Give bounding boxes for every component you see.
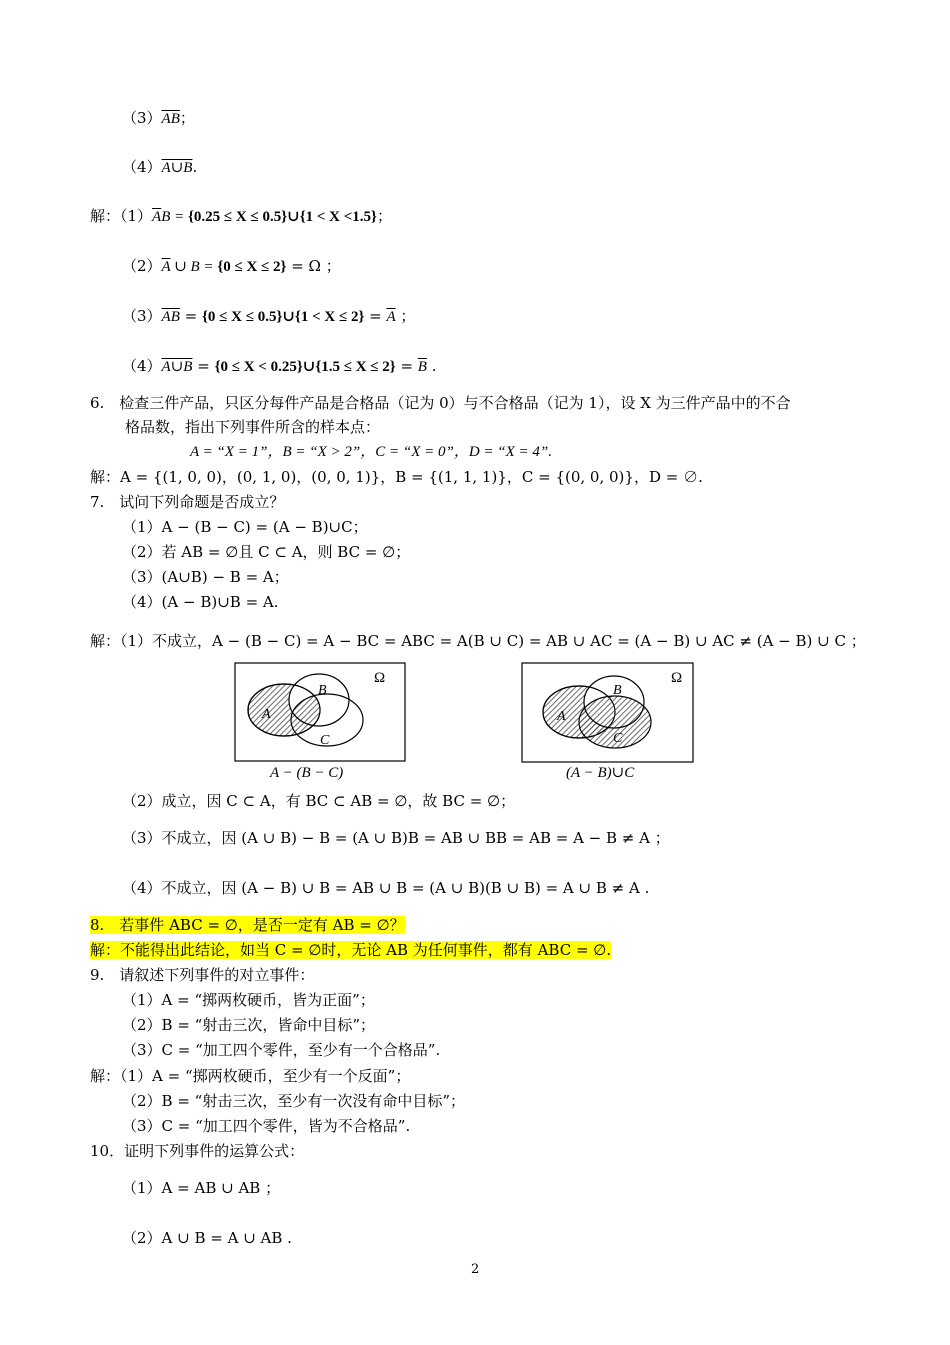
answer-8: 解：不能得出此结论，如当 C = ∅时，无论 AB 为任何事件，都有 ABC = ∅. bbox=[90, 941, 612, 959]
answer-9-item-3: （3）C = “加工四个零件，皆为不合格品”. bbox=[122, 1117, 411, 1135]
label-b: B bbox=[318, 683, 327, 698]
question-6-line1: 6. 检查三件产品，只区分每件产品是合格品（记为 0）与不合格品（记为 1），设 X 为三件产品中的不合 bbox=[90, 394, 791, 412]
question-10-item-2: （2）A ∪ B = A ∪ AB . bbox=[122, 1229, 292, 1247]
item-4-expression: （4）A∪B. bbox=[122, 158, 198, 176]
question-9: 9. 请叙述下列事件的对立事件： bbox=[90, 966, 315, 984]
question-7-item-1: （1）A − (B − C) = (A − B)∪C； bbox=[122, 518, 368, 536]
solution-1: 解：$(1)\overline{A}B = \{0.25 \le X$ ≤ 0.5}∪{1 < X <1.5}； bbox=[90, 207, 392, 225]
answer-7-item-2: （2）成立，因 C ⊂ A，有 BC ⊂ AB = ∅，故 BC = ∅； bbox=[122, 792, 516, 810]
left-figure-caption: A − (B − C) bbox=[270, 765, 344, 781]
question-9-item-1: （1）A = “掷两枚硬币，皆为正面”； bbox=[122, 991, 375, 1009]
answer-7-item-1: 解：（1）不成立，A − (B − C) = A − BC = ABC = A(B ∪ C) = AB ∪ AC = (A − B) ∪ AC ≠ (A − B) ∪ C ； bbox=[90, 632, 866, 650]
question-7-item-4: （4）(A − B)∪B = A. bbox=[122, 593, 279, 611]
question-9-item-3: （3）C = “加工四个零件，至少有一个合格品”. bbox=[122, 1041, 441, 1059]
omega-label: Ω bbox=[374, 670, 386, 686]
question-6-events: A = “X = 1”，B = “X > 2”，C = “X = 0”，D = “X = 4”. bbox=[190, 444, 553, 460]
venn-diagram-right bbox=[521, 662, 695, 764]
answer-7-item-3: （3）不成立，因 (A ∪ B) − B = (A ∪ B)B = AB ∪ BB = AB = A − B ≠ A ； bbox=[122, 829, 670, 847]
question-9-item-2: （2）B = “射击三次，皆命中目标”； bbox=[122, 1016, 376, 1034]
label-a: A bbox=[262, 707, 271, 722]
label-c: C bbox=[320, 733, 330, 748]
svg-text:C: C bbox=[613, 731, 623, 746]
answer-6: 解：A = {(1, 0, 0)，(0, 1, 0)，(0, 0, 1)}，B = {(1, 1, 1)}，C = {(0, 0, 0)}，D = ∅. bbox=[90, 468, 703, 486]
item-3-expression: $(3)\overline{AB}$； bbox=[122, 109, 195, 127]
question-10: 10．证明下列事件的运算公式： bbox=[90, 1142, 305, 1160]
solution-4: （4）A∪B = {0 ≤ X < 0.25}∪{1.5 ≤ $X \le 2\} = \overline{B}$ . bbox=[122, 357, 437, 375]
svg-text:B: B bbox=[613, 683, 622, 698]
question-6-line2: 格品数，指出下列事件所含的样本点： bbox=[125, 418, 381, 436]
answer-7-item-4: （4）不成立，因 (A − B) ∪ B = AB ∪ B = (A ∪ B)(B ∪ B) = A ∪ B ≠ A . bbox=[122, 879, 650, 897]
answer-9-item-2: （2）B = “射击三次，至少有一次没有命中目标”； bbox=[122, 1092, 466, 1110]
question-7: 7. 试问下列命题是否成立？ bbox=[90, 493, 285, 511]
right-figure-caption: (A − B)∪C bbox=[566, 765, 635, 781]
answer-9-item-1: 解：（1）A = “掷两枚硬币，至少有一个反面”； bbox=[90, 1067, 411, 1085]
venn-diagram-left bbox=[234, 662, 406, 762]
question-10-item-1: （1）A = AB ∪ AB ； bbox=[122, 1179, 281, 1197]
question-7-item-2: （2）若 AB = ∅且 C ⊂ A，则 BC = ∅； bbox=[122, 543, 411, 561]
solution-3: $(3)\overline{AB} = \{0 \le X$ ≤ 0.5}∪{1 < $X \le 2\} = \overline{A}$ ； bbox=[122, 307, 416, 325]
solution-2: $(2)\overline{A}$ ∪ B = {0 ≤ X ≤ 2} = Ω ； bbox=[122, 257, 341, 275]
svg-text:A: A bbox=[557, 709, 566, 724]
svg-text:Ω: Ω bbox=[671, 670, 683, 686]
question-8: 8. 若事件 ABC = ∅，是否一定有 AB = ∅？ bbox=[90, 916, 405, 934]
page-number: 2 bbox=[471, 1262, 480, 1277]
question-7-item-3: （3）(A∪B) − B = A； bbox=[122, 568, 289, 586]
